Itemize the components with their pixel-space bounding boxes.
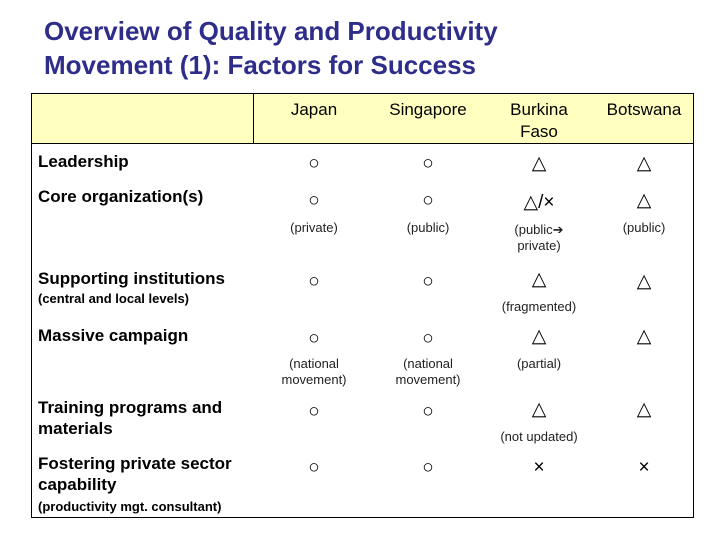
column-header-burkina-faso: Burkina Faso bbox=[510, 100, 568, 141]
cell-note: (public) bbox=[622, 220, 666, 235]
column-header-japan: Japan bbox=[290, 100, 338, 119]
cell-symbol: △ bbox=[636, 271, 652, 292]
row-label-core-organizations: Core organization(s) bbox=[38, 187, 204, 206]
cell-symbol: × bbox=[638, 457, 650, 478]
cell-symbol: ○ bbox=[422, 271, 434, 292]
cell-note: (partial) bbox=[516, 356, 562, 371]
cell-note: (not updated) bbox=[500, 429, 578, 444]
column-header-botswana: Botswana bbox=[606, 100, 682, 119]
cell-symbol: ○ bbox=[308, 457, 320, 478]
cell-symbol: △ bbox=[531, 269, 547, 290]
cell-symbol: ○ bbox=[422, 401, 434, 422]
row-sublabel-levels: (central and local levels) bbox=[38, 291, 190, 306]
header-blank-cell bbox=[32, 94, 254, 143]
cell-symbol: ○ bbox=[308, 401, 320, 422]
cell-symbol: ○ bbox=[422, 328, 434, 349]
row-sublabel-consultant: (productivity mgt. consultant) bbox=[38, 499, 222, 514]
cell-symbol: △ bbox=[531, 399, 547, 420]
column-header-singapore: Singapore bbox=[389, 100, 467, 119]
factors-table bbox=[31, 93, 694, 518]
cell-symbol: ○ bbox=[422, 190, 434, 211]
cell-symbol: ○ bbox=[308, 153, 320, 174]
cell-note: (national movement) bbox=[395, 356, 461, 387]
title-line-1: Overview of Quality and Productivity bbox=[44, 16, 498, 46]
cell-symbol: ○ bbox=[308, 328, 320, 349]
row-label-training-programs: Training programs and materials bbox=[38, 398, 223, 438]
row-label-leadership: Leadership bbox=[38, 152, 129, 171]
cell-symbol: ○ bbox=[308, 190, 320, 211]
slide-title bbox=[44, 14, 498, 82]
cell-symbol: △ bbox=[636, 190, 652, 211]
cell-note: (national movement) bbox=[281, 356, 347, 387]
cell-symbol: △ bbox=[531, 153, 547, 174]
cell-symbol: ○ bbox=[308, 271, 320, 292]
cell-symbol: △ bbox=[636, 326, 652, 347]
cell-note: (public) bbox=[406, 220, 450, 235]
cell-symbol: △/× bbox=[523, 192, 555, 213]
cell-note: (private) bbox=[290, 220, 338, 235]
cell-symbol: ○ bbox=[422, 457, 434, 478]
cell-symbol: △ bbox=[531, 326, 547, 347]
row-label-massive-campaign: Massive campaign bbox=[38, 326, 189, 345]
cell-note: (fragmented) bbox=[501, 299, 577, 314]
table-header-row bbox=[32, 94, 693, 144]
cell-note: (public➔ private) bbox=[514, 222, 564, 253]
row-label-supporting-institutions: Supporting institutions bbox=[38, 269, 225, 288]
cell-symbol: △ bbox=[636, 399, 652, 420]
cell-symbol: × bbox=[533, 457, 545, 478]
cell-symbol: ○ bbox=[422, 153, 434, 174]
title-line-2: Movement (1): Factors for Success bbox=[44, 50, 477, 80]
row-label-fostering-private-sector: Fostering private sector capability bbox=[38, 454, 232, 494]
cell-symbol: △ bbox=[636, 153, 652, 174]
